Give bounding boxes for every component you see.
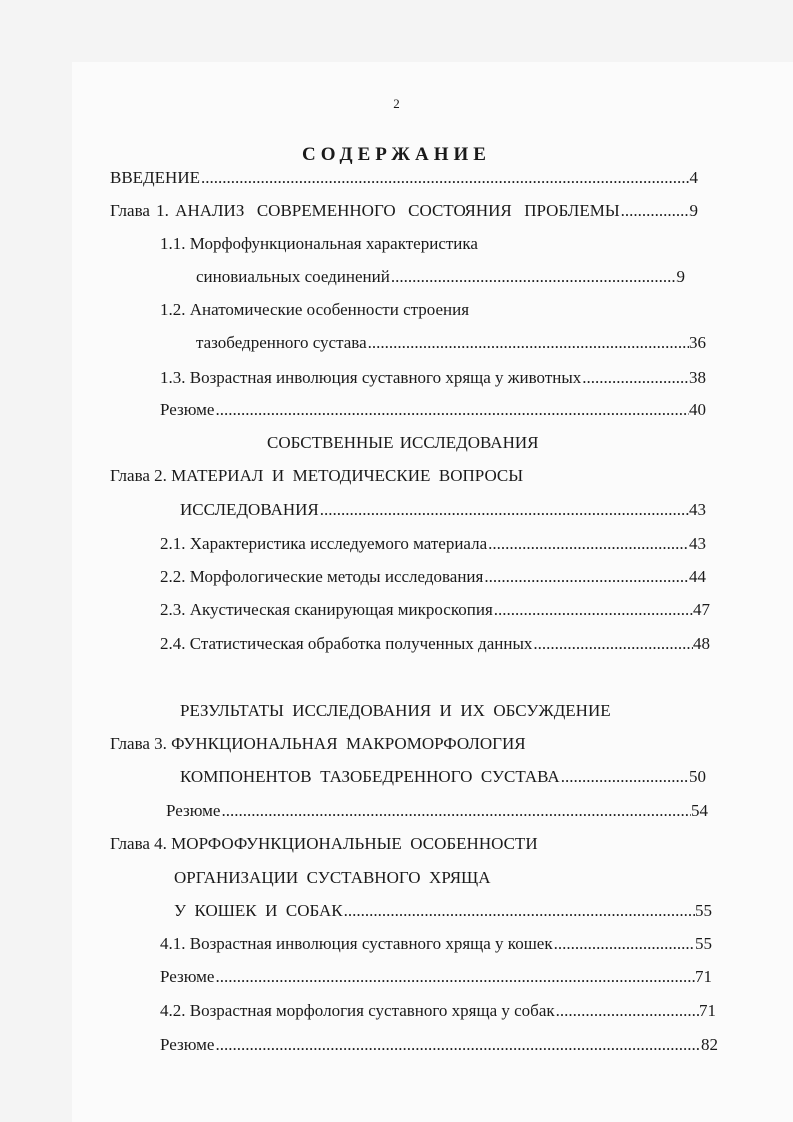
leader-dots xyxy=(319,498,689,522)
toc-entry-page: 71 xyxy=(699,1001,716,1020)
toc-entry xyxy=(196,331,706,355)
toc-entry-page: 82 xyxy=(701,1035,718,1054)
section-heading: СОБСТВЕННЫЕ ИССЛЕДОВАНИЯ xyxy=(267,433,539,452)
toc-entry xyxy=(160,366,706,390)
toc-entry-title: Резюме xyxy=(160,1035,215,1054)
toc-entry-title: ОРГАНИЗАЦИИ СУСТАВНОГО ХРЯЩА xyxy=(174,868,491,887)
toc-entry-title: 2.4. Статистическая обработка полученных данных xyxy=(160,634,533,653)
toc-entry-page: 9 xyxy=(676,267,685,286)
toc-entry-title: У КОШЕК И СОБАК xyxy=(174,901,343,920)
toc-entry-page: 47 xyxy=(693,600,710,619)
toc-entry xyxy=(180,765,706,789)
toc-entry xyxy=(160,965,712,989)
toc-entry-page: 38 xyxy=(689,368,706,387)
toc-entry-title: Резюме xyxy=(166,801,221,820)
section-heading: РЕЗУЛЬТАТЫ ИССЛЕДОВАНИЯ И ИХ ОБСУЖДЕНИЕ xyxy=(180,701,611,720)
toc-entry xyxy=(110,199,698,223)
toc-entry-page: 36 xyxy=(689,333,706,352)
leader-dots xyxy=(214,965,695,989)
toc-entry xyxy=(160,532,706,556)
toc-entry-title: синовиальных соединений xyxy=(196,267,390,286)
leader-dots xyxy=(367,331,689,355)
toc-entry-page: 43 xyxy=(689,534,706,553)
toc-entry-page: 40 xyxy=(689,400,706,419)
toc-entry-page: 54 xyxy=(691,801,708,820)
page-number: 2 xyxy=(393,96,400,111)
leader-dots xyxy=(200,166,690,190)
leader-dots xyxy=(220,799,691,823)
toc-entry-title: тазобедренного сустава xyxy=(196,333,367,352)
toc-entry xyxy=(110,166,698,190)
toc-entry-page: 71 xyxy=(695,967,712,986)
leader-dots xyxy=(532,632,693,656)
toc-entry xyxy=(174,899,712,923)
leader-dots xyxy=(581,366,689,390)
toc-entry-title: Глава 3. ФУНКЦИОНАЛЬНАЯ МАКРОМОРФОЛОГИЯ xyxy=(110,734,526,753)
toc-entry-title: 1.2. Анатомические особенности строения xyxy=(160,300,470,319)
toc-entry-page: 55 xyxy=(695,934,712,953)
leader-dots xyxy=(343,899,695,923)
toc-entry-title: Глава 4. МОРФОФУНКЦИОНАЛЬНЫЕ ОСОБЕННОСТИ xyxy=(110,834,538,853)
toc-entry-title: Резюме xyxy=(160,400,215,419)
toc-entry-page: 44 xyxy=(689,567,706,586)
toc-entry-title: 4.2. Возрастная морфология суставного хряща у собак xyxy=(160,1001,555,1020)
toc-entry-title: 4.1. Возрастная инволюция суставного хряща у кошек xyxy=(160,934,553,953)
toc-entry xyxy=(160,565,706,589)
leader-dots xyxy=(620,199,690,223)
toc-entry-title: 2.2. Морфологические методы исследования xyxy=(160,567,484,586)
toc-entry xyxy=(160,1033,718,1057)
leader-dots xyxy=(555,999,699,1023)
toc-entry xyxy=(160,999,716,1023)
toc-entry-title: Глава 2. МАТЕРИАЛ И МЕТОДИЧЕСКИЕ ВОПРОСЫ xyxy=(110,466,524,485)
toc-entry-title: КОМПОНЕНТОВ ТАЗОБЕДРЕННОГО СУСТАВА xyxy=(180,767,560,786)
leader-dots xyxy=(487,532,689,556)
leader-dots xyxy=(560,765,689,789)
toc-entry-title: 2.3. Акустическая сканирующая микроскопия xyxy=(160,600,493,619)
toc-entry xyxy=(160,598,710,622)
toc-entry xyxy=(160,398,706,422)
toc-entry-page: 43 xyxy=(689,500,706,519)
toc-entry-title: 1.3. Возрастная инволюция суставного хряща у животных xyxy=(160,368,582,387)
toc-entry-page: 55 xyxy=(695,901,712,920)
toc-entry-title: ВВЕДЕНИЕ xyxy=(110,168,200,187)
leader-dots xyxy=(553,932,695,956)
leader-dots xyxy=(214,1033,701,1057)
toc-entry-title: 2.1. Характеристика исследуемого материала xyxy=(160,534,488,553)
toc-entry xyxy=(180,498,706,522)
toc-entry xyxy=(160,932,712,956)
toc-entry-page: 9 xyxy=(689,201,698,220)
leader-dots xyxy=(493,598,693,622)
toc-entry-title: Глава 1. АНАЛИЗ СОВРЕМЕННОГО СОСТОЯНИЯ ПРОБЛЕМЫ xyxy=(110,201,620,220)
page-title: СОДЕРЖАНИЕ xyxy=(302,144,491,165)
toc-entry-title: 1.1. Морфофункциональная характеристика xyxy=(160,234,478,253)
toc-entry-page: 50 xyxy=(689,767,706,786)
toc-entry-title: Резюме xyxy=(160,967,215,986)
leader-dots xyxy=(390,265,677,289)
toc-entry xyxy=(160,632,710,656)
toc-entry-page: 48 xyxy=(693,634,710,653)
toc-entry xyxy=(196,265,685,289)
leader-dots xyxy=(214,398,689,422)
toc-entry-title: ИССЛЕДОВАНИЯ xyxy=(180,500,319,519)
toc-entry xyxy=(166,799,708,823)
leader-dots xyxy=(483,565,689,589)
toc-entry-page: 4 xyxy=(689,168,698,187)
